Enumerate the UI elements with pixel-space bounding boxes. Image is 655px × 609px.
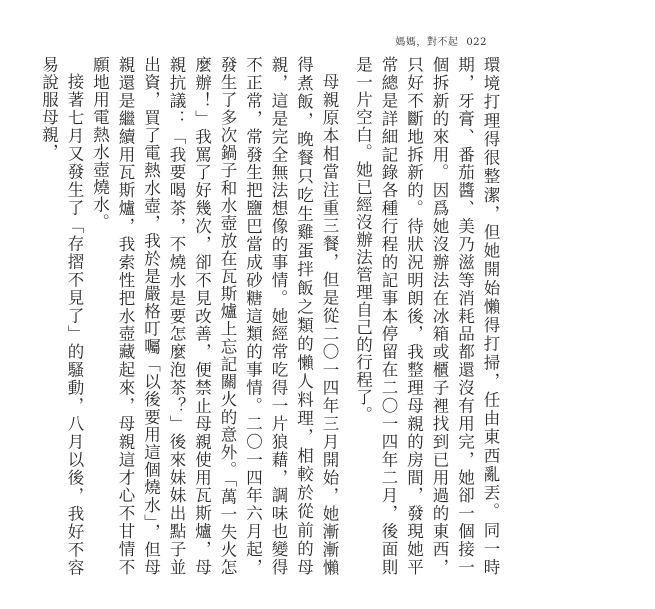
paragraph-2: 母親原本相當注重三餐，但是從二〇一四年三月開始，她漸漸懶得煮飯，晚餐只吃生雞蛋拌飯之類的懶人料理，相較於從前的母親，這是完全無法想像的事情。她經常吃得一片狼藉，調味也變得不正常，常發生把鹽巴當成砂糖這類的事情。二〇一四年六月起，發生了多次鍋子和水壺放在瓦斯爐上忘記關火的意外。「萬一失火怎麼辦！」我罵了好幾次，卻不見改善，便禁止母親使用瓦斯爐，母親抗議：「我要喝茶，不燒水是要怎麼泡茶？」後來妹妹出點子並出資，買了電熱水壺，我於是嚴格叮囑「以後要用這個燒水」，但母親還是繼續用瓦斯爐，我索性把水壺藏起來，母親這才心不甘情不願地用電熱水壺燒水。 [90, 56, 339, 576]
body-text [39, 56, 503, 576]
chapter-title: 媽媽，對不起 [395, 37, 459, 48]
page-number: 022 [466, 37, 487, 48]
paragraph-1: 環境打理得很整潔，但她開始懶得打掃，任由東西亂丟。同一時期，牙膏、番茄醬、美乃滋等消耗品都還沒有用完，她卻一個接一個拆新的來用。因爲她沒辦法在冰箱或櫃子裡找到已用過的東西，只好不斷地拆新的。待狀況明朗後，我整理母親的房間，發現她平常總是詳細記錄各種行程的記事本停留在二〇一四年二月，後面則是一片空白。她已經沒辦法管理自己的行程了。 [353, 56, 500, 576]
paragraph-3: 接著七月又發生了「存摺不見了」的騷動，八月以後，我好不容易說服母親， [39, 56, 84, 576]
running-header [395, 33, 487, 48]
